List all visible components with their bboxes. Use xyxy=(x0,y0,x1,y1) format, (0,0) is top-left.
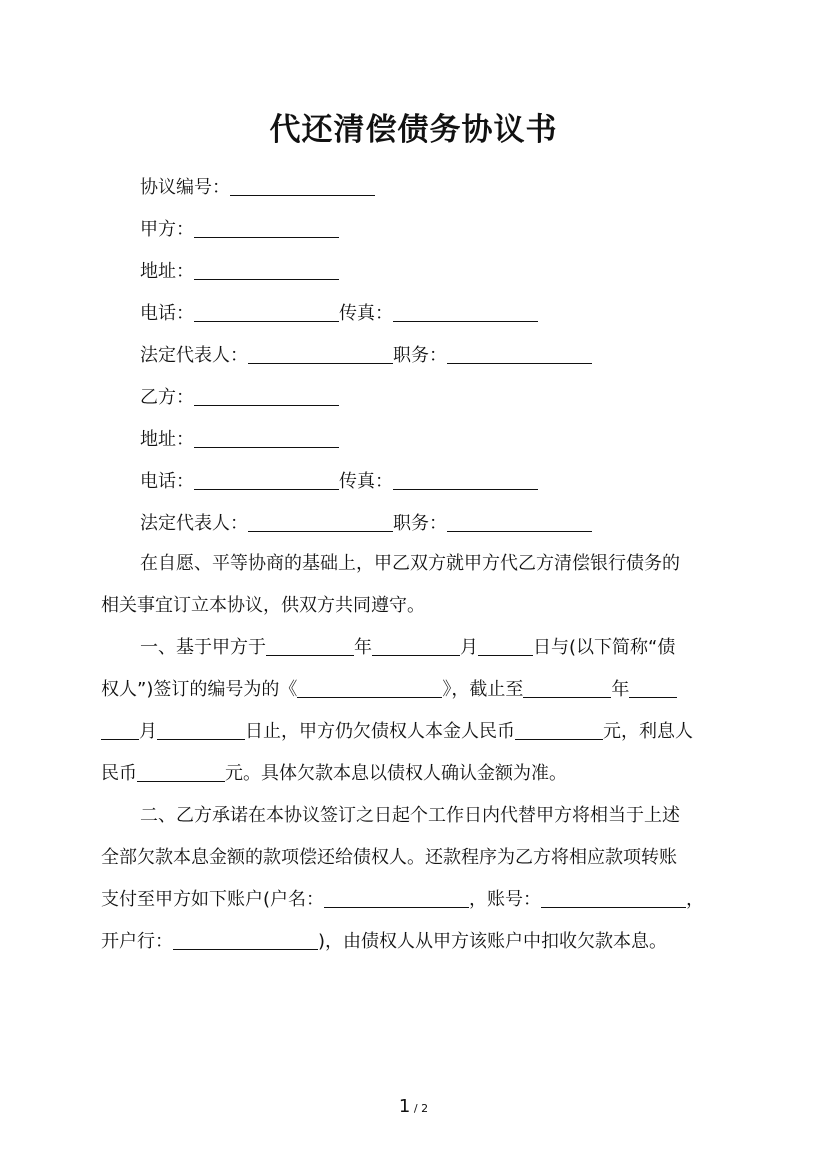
clause-2-text-3: ， xyxy=(686,889,705,910)
clause-1-as-of-year-blank xyxy=(523,679,611,698)
clause-2-bank-blank xyxy=(173,931,318,950)
party-b-fax-blank xyxy=(393,471,538,490)
total-pages: / 2 xyxy=(410,1102,429,1115)
intro-line-1: 在自愿、平等协商的基础上，甲乙双方就甲方代乙方清偿银行债务的 xyxy=(140,553,680,574)
party-a-rep-line xyxy=(140,344,592,368)
party-a-rep-label: 法定代表人： xyxy=(140,345,248,366)
party-a-fax-blank xyxy=(393,303,538,322)
party-a-fax-label: 传真： xyxy=(339,303,393,324)
clause-1-text-11: 民币 xyxy=(101,763,137,784)
party-a-title-blank xyxy=(447,345,592,364)
clause-1-day-blank xyxy=(478,637,533,656)
clause-1-line-3 xyxy=(101,720,693,744)
page-number xyxy=(0,1096,827,1117)
party-b-address-line xyxy=(140,428,339,452)
party-b-address-label: 地址： xyxy=(140,429,194,450)
clause-1-interest-blank xyxy=(137,763,225,782)
party-b-blank xyxy=(194,387,339,406)
clause-2-line-4 xyxy=(101,930,667,954)
clause-2-line-2: 全部欠款本息金额的款项偿还给债权人。还款程序为乙方将相应款项转账 xyxy=(101,847,677,868)
agreement-number-label: 协议编号： xyxy=(140,177,230,198)
party-b-phone-blank xyxy=(194,471,339,490)
clause-2-line-3 xyxy=(101,888,704,912)
clause-1-as-of-month-blank-a xyxy=(629,679,677,698)
party-b-phone-label: 电话： xyxy=(140,471,194,492)
clause-1-text-5: 权人”)签订的编号为的《 xyxy=(101,679,298,700)
party-b-title-blank xyxy=(447,513,592,532)
clause-1-text-2: 年 xyxy=(354,637,372,658)
agreement-number-line xyxy=(140,176,375,200)
party-a-address-blank xyxy=(194,261,339,280)
clause-2-account-name-blank xyxy=(324,889,469,908)
party-a-phone-line xyxy=(140,302,538,326)
party-a-line xyxy=(140,218,339,242)
agreement-number-blank xyxy=(230,177,375,196)
party-a-title-label: 职务： xyxy=(393,345,447,366)
party-b-phone-line xyxy=(140,470,538,494)
clause-1-line-4 xyxy=(101,762,567,786)
party-b-label: 乙方： xyxy=(140,387,194,408)
clause-1-text-12: 元。具体欠款本息以债权人确认金额为准。 xyxy=(225,763,567,784)
clause-1-year-blank xyxy=(266,637,354,656)
clause-1-text-9: 日止，甲方仍欠债权人本金人民币 xyxy=(245,721,515,742)
document-title: 代还清偿债务协议书 xyxy=(269,112,558,148)
clause-1-text-6: 》，截止至 xyxy=(442,679,524,700)
party-a-blank xyxy=(194,219,339,238)
clause-1-month-blank xyxy=(372,637,460,656)
party-a-phone-blank xyxy=(194,303,339,322)
party-a-rep-blank xyxy=(248,345,393,364)
clause-1-text-1: 一、基于甲方于 xyxy=(140,637,266,658)
clause-1-text-10: 元，利息人 xyxy=(603,721,693,742)
clause-2-line-1: 二、乙方承诺在本协议签订之日起个工作日内代替甲方将相当于上述 xyxy=(140,805,680,826)
party-b-address-blank xyxy=(194,429,339,448)
party-b-rep-line xyxy=(140,512,592,536)
current-page: 1 xyxy=(398,1096,411,1117)
clause-1-text-7: 年 xyxy=(611,679,630,700)
party-b-line xyxy=(140,386,339,410)
party-a-phone-label: 电话： xyxy=(140,303,194,324)
intro-line-2: 相关事宜订立本协议，供双方共同遵守。 xyxy=(101,595,425,616)
clause-2-text-1: 支付至甲方如下账户(户名： xyxy=(101,889,325,910)
clause-1-contract-blank xyxy=(297,679,442,698)
clause-2-account-number-blank xyxy=(541,889,686,908)
party-b-title-label: 职务： xyxy=(393,513,447,534)
clause-1-line-1 xyxy=(140,636,675,660)
clause-1-as-of-day-blank xyxy=(157,721,245,740)
party-a-address-label: 地址： xyxy=(140,261,194,282)
clause-1-as-of-month-blank-b xyxy=(101,721,139,740)
clause-1-text-8: 月 xyxy=(139,721,157,742)
party-b-rep-blank xyxy=(248,513,393,532)
clause-2-text-2: ，账号： xyxy=(469,889,542,910)
clause-2-text-5: )，由债权人从甲方该账户中扣收欠款本息。 xyxy=(318,931,668,952)
party-a-address-line xyxy=(140,260,339,284)
party-a-label: 甲方： xyxy=(140,219,194,240)
clause-2-text-4: 开户行： xyxy=(101,931,173,952)
clause-1-principal-blank xyxy=(515,721,603,740)
party-b-rep-label: 法定代表人： xyxy=(140,513,248,534)
party-b-fax-label: 传真： xyxy=(339,471,393,492)
clause-1-text-3: 月 xyxy=(460,637,478,658)
clause-1-line-2 xyxy=(101,678,677,702)
clause-1-text-4: 日与(以下简称“债 xyxy=(533,637,676,658)
